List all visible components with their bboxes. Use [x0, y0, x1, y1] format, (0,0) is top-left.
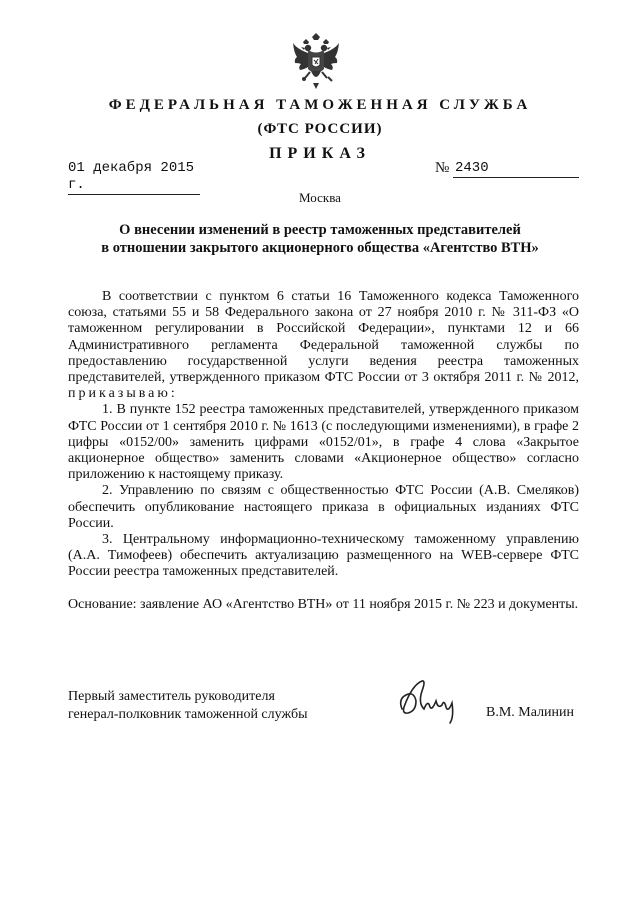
russian-coat-of-arms-icon	[291, 33, 341, 91]
order-basis: Основание: заявление АО «Агентство ВТН» от 11 ноября 2015 г. № 223 и документы.	[68, 596, 579, 612]
order-directive: приказываю:	[68, 386, 178, 402]
order-number	[453, 160, 579, 178]
subject-line-1: О внесении изменений в реестр таможенных представителей	[119, 222, 521, 238]
organization-short-name: (ФТС РОССИИ)	[257, 121, 383, 137]
order-item-1: 1. В пункте 152 реестра таможенных представителей, утвержденного приказом ФТС России от 1 сентября 2010 г. № 1613 (с последующими изменениями), в графе 2 цифры «0152/00» заменить цифрами «0152/01», в графе 4 слова «Закрытое акционерное общество» заменить словами «Акционерное общество» согласно приложению к настоящему приказу.	[68, 402, 579, 483]
preamble-paragraph	[68, 289, 579, 402]
signer-name: В.М. Малинин	[486, 705, 575, 720]
order-number-value: 2430	[455, 160, 489, 176]
subject-line-2: в отношении закрытого акционерного общества «Агентство ВТН»	[101, 240, 539, 256]
order-number-label: №	[435, 160, 450, 176]
order-body	[68, 289, 579, 613]
document-type: ПРИКАЗ	[269, 145, 371, 162]
organization-name: ФЕДЕРАЛЬНАЯ ТАМОЖЕННАЯ СЛУЖБА	[108, 97, 532, 113]
signatory-title-line-1: Первый заместитель руководителя	[68, 689, 275, 704]
city: Москва	[299, 190, 341, 205]
handwritten-signature	[392, 677, 472, 725]
signatory-title-line-2: генерал-полковник таможенной службы	[68, 707, 308, 722]
order-subject	[0, 221, 640, 257]
preamble-text: В соответствии с пунктом 6 статьи 16 Таможенного кодекса Таможенного союза, статьями 55 и 58 Федерального закона от 27 ноября 2010 г. № 311-ФЗ «О таможенном регулировании в Российской Федерации», пунктами 12 и 66 Административного регламента Федеральной таможенной службы по предоставлению государственной услуги ведения реестра таможенных представителей, утвержденного приказом ФТС России от 3 октября 2011 г. № 2012,	[68, 289, 579, 386]
order-item-2: 2. Управлению по связям с общественностью ФТС России (А.В. Смеляков) обеспечить опубликование настоящего приказа в официальных изданиях ФТС России.	[68, 483, 579, 531]
signatory-title	[68, 688, 307, 724]
order-date: 01 декабря 2015 г.	[68, 160, 200, 195]
order-item-3: 3. Центральному информационно-техническому таможенному управлению (А.А. Тимофеев) обеспечить актуализацию размещенного на WEB-сервере ФТС России реестра таможенных представителей.	[68, 532, 579, 580]
